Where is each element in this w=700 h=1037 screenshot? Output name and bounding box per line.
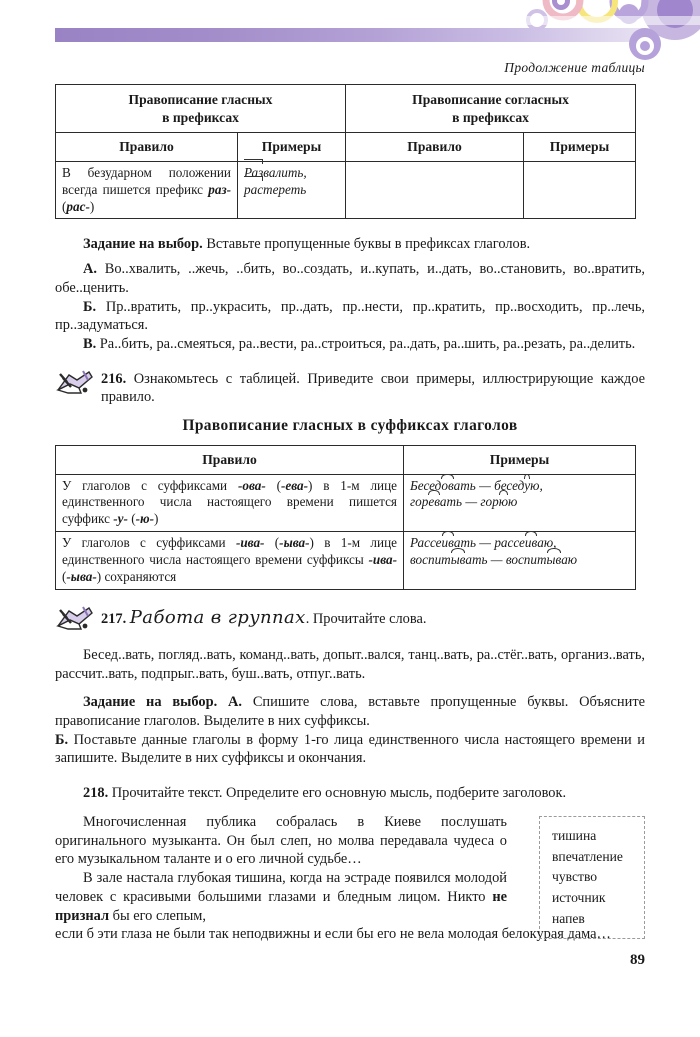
cell-examples-consonants — [524, 161, 636, 219]
table-row-group-headers — [56, 85, 636, 133]
rule-suffix-u: -у- — [113, 511, 128, 527]
page-content — [55, 84, 645, 944]
exercise-217-script-title: Работа в группах — [129, 606, 306, 628]
exercise-217-text — [101, 606, 645, 629]
example-line-2 — [410, 494, 629, 511]
vocabulary-word: впечатление — [552, 848, 623, 864]
rule-part: У глаголов с суффиксами — [62, 477, 238, 493]
rule-part: У глаголов с суффиксами — [62, 535, 236, 551]
story-p2-bold: не признал — [55, 888, 507, 924]
example-stem: Рассе — [410, 535, 442, 551]
cell-rule-consonants — [346, 161, 524, 219]
vocabulary-word: напев — [552, 910, 585, 926]
rule-text: В безударном положении всегда пишется префикс — [62, 164, 231, 197]
cell-examples-vowels — [238, 161, 346, 219]
story-paragraph-2-head — [55, 869, 507, 925]
rule-suffix-iva: -ива- — [235, 535, 265, 551]
exercise-number: 216. — [101, 370, 127, 387]
example-stem: гор — [410, 494, 429, 510]
table-row — [56, 161, 636, 219]
exercise-217-word-list: Бесед..вать, погляд..вать, команд..вать, допыт..вался, танц..вать, ра..стёг..вать, организ..вать, рассчит..вать, подпрыг..вать, буш..вать, отпуг..вать. — [55, 646, 645, 682]
rule-suffix-yva-2: -ыва- — [66, 569, 97, 584]
task-lead-bold: Задание на выбор. — [83, 236, 203, 253]
rule-part: ( — [62, 569, 67, 584]
section-title-suffix-spelling: Правописание гласных в суффиксах глаголов — [182, 417, 518, 435]
suffix-mark: ив — [524, 535, 538, 551]
rule-part: ) — [154, 511, 159, 527]
exercise-number: 217. — [101, 610, 127, 627]
vocabulary-word: чувство — [552, 869, 598, 885]
group-header-vowels-line1: Правописание гласных — [128, 92, 273, 107]
example-tail: аю — [561, 552, 578, 568]
rule-part: ) в 1-м лице единственного числа настоящего времени пишется суффикс — [62, 477, 397, 527]
group-header-vowels — [56, 85, 346, 133]
task-choice-prefixes-lead — [55, 235, 645, 254]
column-header-examples: Примеры — [404, 446, 636, 474]
table-row-column-headers — [56, 133, 636, 161]
cell-rule-ova-eva — [56, 474, 404, 532]
rule-part: ) в 1-м лице единственного числа настоящего времени суффиксы — [62, 535, 397, 568]
story-paragraph-2-tail: если б эти глаза не были так неподвижны и если бы его не вела молодая белокурая дама… — [55, 926, 611, 943]
task-a-lead: Задание на выбор. А. — [83, 694, 242, 711]
column-header-rule-consonants: Правило — [346, 133, 524, 161]
exercise-text: Прочитайте текст. Определите его основную мысль, подберите заголовок. — [108, 785, 567, 802]
rule-suffix-ova: -ова- — [237, 477, 266, 493]
example-tail: ю, — [530, 477, 543, 493]
task-lead-rest: Вставьте пропущенные буквы в префиксах глаголов. — [202, 236, 531, 253]
cell-rule-vowels — [56, 161, 238, 219]
prefix-mark: рас — [244, 181, 264, 197]
table-suffix-spelling — [55, 445, 636, 590]
exercise-216-text — [101, 370, 645, 407]
suffix-mark: ыв — [546, 552, 562, 568]
open-book-pen-icon — [55, 368, 95, 398]
task-item-text: Пр..вратить, пр..украсить, пр..дать, пр..нести, пр..кратить, пр..восходить, пр..лечь, пр..задуматься. — [55, 298, 645, 334]
example-line-1 — [410, 478, 629, 495]
running-head: Продолжение таблицы — [504, 60, 645, 75]
rule-suffix-yu: -ю- — [135, 511, 155, 527]
rule-part: ( — [265, 477, 281, 493]
page-number: 89 — [630, 952, 645, 968]
task-item-a — [55, 260, 645, 297]
example-line-2 — [244, 182, 339, 199]
task-b-rest: Поставьте данные глаголы в форму 1-го лица единственного числа настоящего времени и запишите. Выделите в них суффиксы и окончания. — [55, 731, 645, 767]
prefix-mark: Раз — [244, 164, 264, 180]
task-item-letter: А. — [83, 261, 97, 278]
exercise-217-after-title: . Прочитайте слова. — [305, 610, 427, 627]
example-tail: аю, — [537, 535, 557, 551]
vocabulary-word: источник — [552, 889, 606, 905]
suffix-mark: ов — [441, 477, 454, 493]
task-b-letter: Б. — [55, 731, 69, 748]
story-and-vocabulary — [55, 813, 645, 925]
example-line-1 — [410, 535, 629, 552]
example-mid: ать — рассе — [453, 535, 525, 551]
exercise-number: 218. — [83, 785, 109, 802]
rule-part: ( — [127, 511, 136, 527]
rule-italic-raz: раз- — [208, 181, 231, 197]
example-rest-2: тереть — [263, 181, 307, 197]
open-book-pen-icon — [55, 604, 95, 634]
exercise-216 — [55, 370, 645, 407]
example-stem: Бесед — [410, 477, 442, 493]
vocabulary-box — [539, 816, 645, 939]
exercise-217 — [55, 606, 645, 636]
task-a-rest: Спишите слова, вставьте пропущенные буквы. Объясните правописание глаголов. Выделите в них суффиксы. — [55, 694, 645, 730]
task-item-letter: В. — [83, 336, 97, 352]
suffix-mark: ыв — [450, 552, 466, 568]
table-row-column-headers — [56, 446, 636, 474]
rule-part: ( — [264, 535, 280, 551]
suffix-mark: ив — [441, 535, 454, 551]
example-line-2 — [410, 552, 629, 569]
group-header-consonants-line1: Правописание согласных — [412, 92, 569, 107]
table-row — [56, 532, 636, 590]
suffix-mark: у — [524, 477, 531, 493]
group-header-consonants-line2: в префиксах — [452, 109, 529, 125]
task-item-v — [55, 335, 645, 354]
rule-italic-ras: рас- — [66, 198, 90, 214]
exercise-217-task-b — [55, 731, 645, 768]
example-mid: ать — бесед — [453, 477, 525, 493]
table-row — [56, 474, 636, 532]
table-prefix-spelling — [55, 84, 636, 219]
column-header-rule-vowels: Правило — [56, 133, 238, 161]
column-header-examples-consonants: Примеры — [524, 133, 636, 161]
example-mid: ать — гор — [439, 494, 499, 510]
exercise-217-task-a — [55, 693, 645, 730]
example-stem: воспит — [410, 552, 451, 568]
exercise-text: Ознакомьтесь с таблицей. Приведите свои примеры, иллюстрирующие каждое правило. — [101, 370, 645, 406]
rule-part: ) сохраняются — [96, 569, 177, 584]
vocabulary-word: тишина — [552, 827, 597, 843]
header-circles-graphic — [525, 0, 700, 60]
task-item-letter: Б. — [83, 298, 97, 315]
cell-examples-iva-yva — [404, 532, 636, 590]
column-header-rule: Правило — [56, 446, 404, 474]
decorative-header — [0, 0, 700, 60]
task-item-text: Ра..бить, ра..смеяться, ра..вести, ра..строиться, ра..дать, ра..шить, ра..резать, ра..делить. — [96, 336, 636, 352]
rule-mid: ( — [62, 198, 67, 214]
column-header-examples-vowels: Примеры — [238, 133, 346, 161]
rule-suffix-yva: -ыва- — [279, 535, 310, 551]
example-tail: ю — [508, 494, 518, 510]
exercise-218-heading — [55, 784, 645, 803]
suffix-mark: ев — [428, 494, 440, 510]
task-item-b — [55, 298, 645, 335]
group-header-vowels-line2: в префиксах — [162, 109, 239, 125]
suffix-mark: ю — [498, 494, 509, 510]
example-rest-1: валить, — [263, 164, 307, 180]
story-column — [55, 813, 507, 925]
story-p2-part2: бы его слепым, — [109, 907, 207, 924]
group-header-consonants — [346, 85, 636, 133]
cell-examples-ova-eva — [404, 474, 636, 532]
task-item-text: Во..хвалить, ..жечь, ..бить, во..создать, и..купать, и..дать, во..становить, во..вратить, обе..ценить. — [55, 261, 645, 296]
cell-rule-iva-yva — [56, 532, 404, 590]
rule-end: ) — [89, 198, 95, 214]
story-p2-part1: В зале настала глубокая тишина, когда на эстраде появился молодой человек с красивыми большими глазами и бледным лицом. Никто — [55, 870, 507, 905]
rule-suffix-iva-2: -ива- — [368, 552, 397, 568]
rule-suffix-eva: -ева- — [280, 477, 309, 493]
example-mid: ать — воспит — [465, 552, 547, 568]
story-paragraph-1: Многочисленная публика собралась в Киеве послушать оригинального музыканта. Он был слеп, но молва передавала чудеса о его музыкальном таланте и о его личной судьбе… — [55, 813, 507, 868]
